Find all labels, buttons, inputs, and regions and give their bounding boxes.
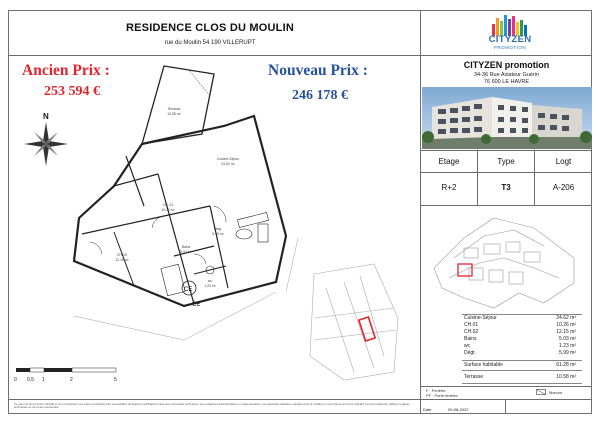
step-marker-icon — [536, 389, 546, 395]
divider-legend — [420, 386, 592, 387]
divider-table-mid — [420, 172, 592, 173]
surface-table-bottom — [462, 383, 582, 384]
room-label-terrasse: Terrasse — [167, 107, 181, 111]
situation-plan — [310, 264, 398, 380]
scale-tick: 1 — [42, 377, 45, 383]
legend-window: F : Fenêtre — [426, 388, 446, 393]
date-label: Date — [423, 407, 432, 412]
room-label-bains: Bains — [181, 245, 191, 249]
table-value-logt: A-206 — [552, 183, 575, 192]
divider-main — [420, 10, 421, 414]
room-area-ch1: 10.26 m² — [161, 208, 175, 212]
divider-logo — [420, 55, 592, 56]
legend-french-window: PF : Porte fenêtre — [426, 393, 458, 398]
surface-value: 10.26 m² — [556, 322, 576, 328]
ce-label: CE — [184, 287, 193, 293]
compass-icon — [24, 122, 68, 166]
room-area-degt: 5.99 m² — [212, 232, 224, 236]
room-label-ch1: CH. 01 — [162, 203, 174, 207]
terrace-label: Terrasse — [464, 374, 484, 380]
table-header-logt: Logt — [555, 157, 572, 166]
scale-tick: 2 — [70, 377, 73, 383]
key-plan — [424, 208, 589, 318]
old-price-value: 253 594 € — [44, 84, 100, 99]
table-header-etage: Etage — [438, 157, 460, 166]
surface-value: 12.15 m² — [556, 329, 576, 335]
surface-value: 24.62 m² — [556, 315, 576, 321]
logo-wordmark: CITYZEN — [488, 34, 532, 45]
surface-value: 1.23 m² — [559, 343, 576, 349]
surface-label: CH.02 — [464, 329, 479, 335]
surface-label: CH.01 — [464, 322, 479, 328]
divider-table-bottom — [420, 205, 592, 206]
legend-step: Marche — [549, 390, 563, 395]
floor-plan — [14, 56, 420, 392]
scale-bar — [16, 368, 116, 372]
new-price-value: 246 178 € — [292, 88, 348, 103]
residence-title: RESIDENCE CLOS DU MOULIN — [126, 22, 294, 34]
divider-table-top — [420, 150, 592, 151]
surface-label: Bains — [464, 336, 477, 342]
room-label-wc: wc — [207, 279, 213, 283]
room-area-wc: 1.23 m² — [204, 284, 216, 288]
north-label: N — [43, 112, 49, 121]
company-name: CITYZEN promotion — [463, 60, 550, 70]
scale-tick: 0.5 — [27, 377, 34, 383]
surface-total-label: Surface habitable — [464, 362, 503, 368]
room-area-bains: 5.03 m² — [180, 250, 192, 254]
residence-address: rue du Moulin 54 190 VILLERUPT — [164, 40, 256, 46]
new-price-label: Nouveau Prix : — [268, 62, 368, 79]
scale-tick: 5 — [114, 377, 117, 383]
company-address-line1: 34-36 Rue Aviateur Guérin — [473, 72, 540, 78]
company-address-line2: 76 600 LE HAVRE — [483, 79, 530, 85]
room-area-sejour: 24.62 m² — [221, 162, 235, 166]
surface-label: Dégt. — [464, 350, 476, 356]
divider-date — [505, 399, 506, 414]
ce-label: CE — [192, 302, 201, 308]
surface-total-value: 61.28 m² — [556, 362, 576, 368]
unit-location-marker — [359, 317, 375, 341]
disclaimer: Ce plan est fourni à titre indicatif et non contractuel. Les cotes et surfaces sont susceptibles de légères modifications dues aux nécessités techniques, aux exigences administratives ou réglementaires. Les appareils sanitaires, équipements et mobilier ne sont figurés qu'à titre indicatif. Les faux plafonds, soffites et gaines techniques ne sont pas représentés. — [14, 402, 410, 410]
surface-label: wc — [464, 343, 471, 349]
logo-subtitle: PROMOTION — [493, 45, 527, 50]
surface-value: 5,99 m² — [559, 350, 576, 356]
room-label-ch2: CH. 02 — [116, 253, 128, 257]
table-value-type: T3 — [501, 183, 511, 192]
surface-table-divider2 — [462, 370, 582, 371]
table-header-type: Type — [497, 157, 515, 166]
room-label-degt: Dégt. — [213, 227, 223, 231]
surface-label: Cuisine-Séjour — [464, 315, 497, 321]
old-price-label: Ancien Prix : — [22, 62, 110, 79]
room-label-sejour: Cuisine-Séjour — [216, 157, 240, 161]
table-value-etage: R+2 — [441, 183, 457, 192]
surface-table-divider — [462, 360, 582, 361]
scale-tick: 0 — [14, 377, 17, 383]
room-area-terrasse: 10.58 m² — [167, 112, 181, 116]
date-value: 09-08-2022 — [448, 407, 469, 412]
terrace-value: 10.58 m² — [556, 374, 576, 380]
surface-value: 5.03 m² — [559, 336, 576, 342]
building-photo — [422, 87, 592, 149]
room-area-ch2: 12.15 m² — [115, 258, 129, 262]
